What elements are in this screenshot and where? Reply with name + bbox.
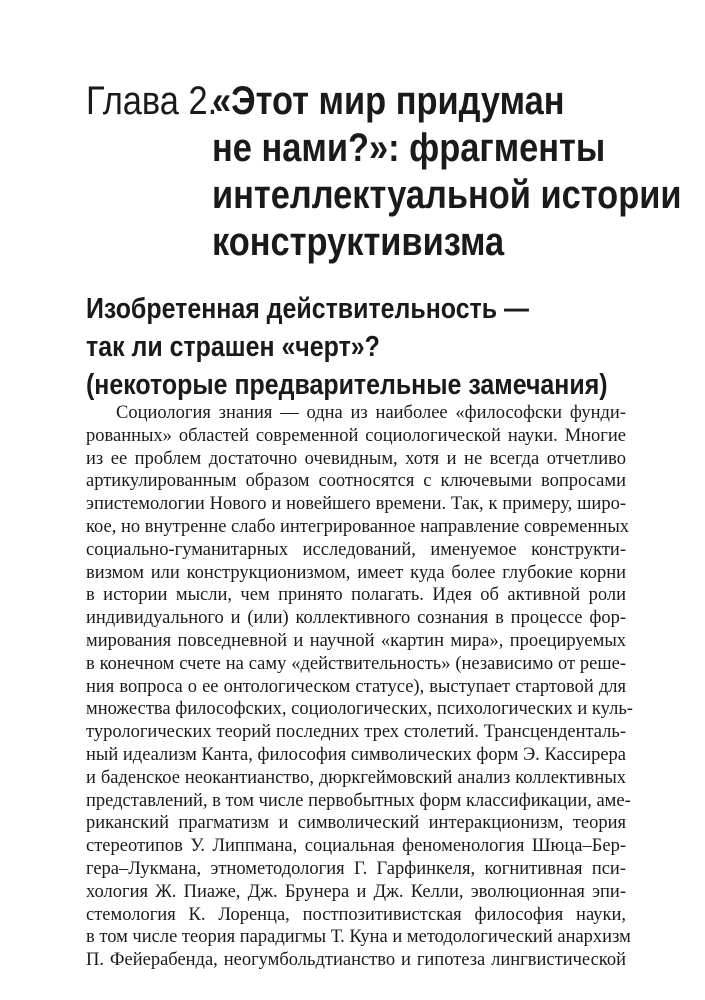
body-line: ния вопроса о ее онтологическом статусе), выступает стартовой для <box>86 676 626 697</box>
body-line: кое, но внутренне слабо интегрированное направление современных <box>86 516 630 537</box>
chapter-label: Глава 2. <box>86 79 218 123</box>
body-line: хология Ж. Пиаже, Дж. Брунера и Дж. Келли, эволюционная эпи- <box>86 881 626 902</box>
body-line: мирования повседневной и научной «картин мира», проецируемых <box>86 630 626 651</box>
body-line: эпистемологии Нового и новейшего времени. Так, к примеру, широ- <box>86 494 626 515</box>
body-line: в истории мысли, чем принято полагать. Идея об активной роли <box>86 585 626 606</box>
body-line: стереотипов У. Липпмана, социальная феноменология Шюца–Бер- <box>86 836 626 857</box>
section-title-line: так ли страшен «черт»? <box>86 331 380 363</box>
body-line: артикулированным образом соотносятся с ключевыми вопросами <box>86 471 626 492</box>
body-line: гера–Лукмана, этнометодология Г. Гарфинкеля, когнитивная пси- <box>86 858 626 879</box>
body-line: рованных» областей современной социологической науки. Многие <box>86 425 626 446</box>
body-line: и баденское неокантианство, дюркгеймовский анализ коллективных <box>86 767 626 788</box>
section-title-line: (некоторые предварительные замечания) <box>86 369 608 401</box>
chapter-title-line: не нами?»: фрагменты <box>212 126 606 170</box>
section-heading <box>86 290 646 404</box>
body-line: визмом или конструкционизмом, имеет куда более глубокие корни <box>86 562 626 583</box>
body-line: стемология К. Лоренца, постпозитивистская философия науки, <box>86 904 626 925</box>
body-line: представлений, в том числе первобытных форм классификации, аме- <box>86 790 631 811</box>
body-line: из ее проблем достаточно очевидным, хотя и не всегда отчетливо <box>86 448 626 469</box>
body-line: риканский прагматизм и символический интеракционизм, теория <box>86 813 626 834</box>
body-paragraph <box>86 402 633 972</box>
section-title-line: Изобретенная действительность — <box>86 293 529 325</box>
body-line: в том числе теория парадигмы Т. Куна и методологический анархизм <box>86 927 631 948</box>
chapter-title-line: конструктивизма <box>212 220 505 264</box>
body-line: социально-гуманитарных исследований, именуемое конструкти- <box>86 539 626 560</box>
body-line: множества философских, социологических, психологических и куль- <box>86 699 633 720</box>
body-line: ный идеализм Канта, философия символических форм Э. Кассирера <box>86 744 626 765</box>
body-line: турологических теорий последних трех столетий. Трансценденталь- <box>86 722 626 743</box>
chapter-title <box>212 78 705 266</box>
body-line: в конечном счете на саму «действительность» (независимо от реше- <box>86 653 626 674</box>
body-line: индивидуального и (или) коллективного сознания в процессе фор- <box>86 608 626 629</box>
chapter-title-line: интеллектуальной истории <box>212 173 682 217</box>
chapter-title-line: «Этот мир придуман <box>212 79 565 123</box>
body-line: П. Фейерабенда, неогумбольдтианство и гипотеза лингвистической <box>86 950 626 971</box>
body-line: Социология знания — одна из наиболее «философски фунди- <box>116 403 626 423</box>
